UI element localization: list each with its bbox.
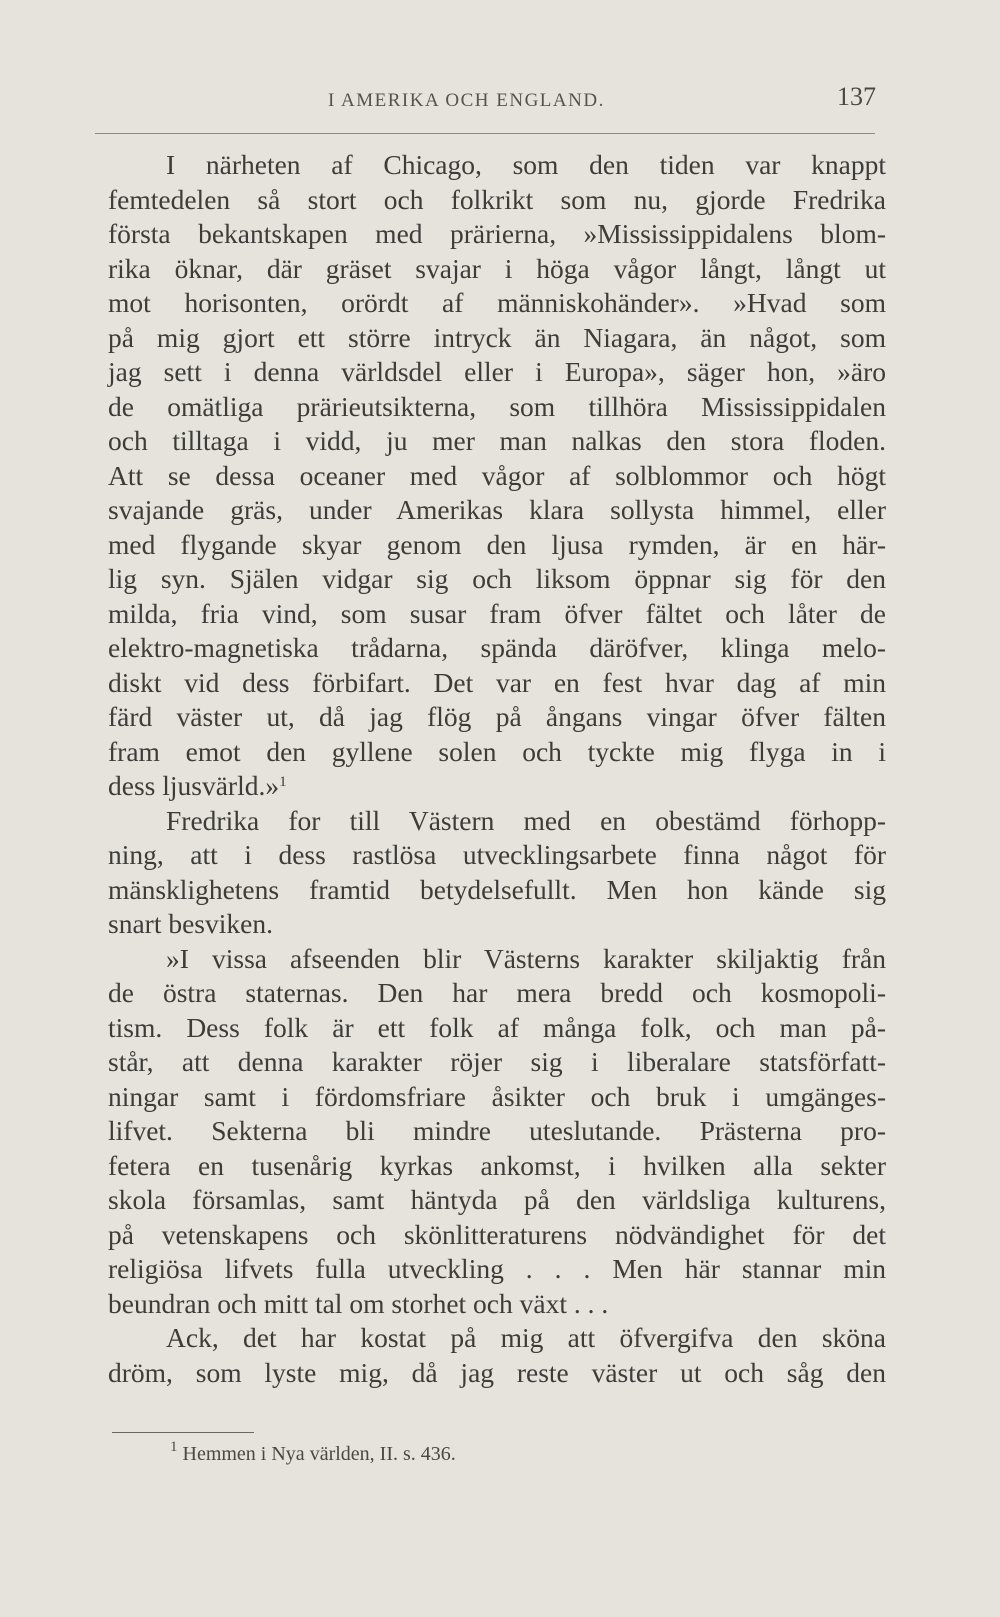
text-line: på vetenskapens och skönlitteraturens nödvändighet för det: [108, 1218, 886, 1250]
text-line: [108, 769, 886, 804]
text-line: ningar samt i fördomsfriare åsikter och bruk i umgänges-: [108, 1080, 886, 1112]
text-line: femtedelen så stort och folkrikt som nu, gjorde Fredrika: [108, 183, 886, 215]
footnote-rule: [112, 1432, 254, 1433]
text-line: diskt vid dess förbifart. Det var en fest hvar dag af min: [108, 666, 886, 698]
text-line: milda, fria vind, som susar fram öfver fältet och låter de: [108, 597, 886, 629]
text-line: rika öknar, där gräset svajar i höga vågor långt, långt ut: [108, 252, 886, 284]
footnote-reference: 1: [279, 774, 287, 790]
text-line: de omätliga prärieutsikterna, som tillhöra Mississippidalen: [108, 390, 886, 422]
text-line: Att se dessa oceaner med vågor af solblommor och högt: [108, 459, 886, 491]
page-header: [100, 80, 890, 120]
text-line: skola församlas, samt häntyda på den världsliga kulturens,: [108, 1184, 886, 1215]
text-line: första bekantskapen med prärierna, »Mississippidalens blom-: [108, 218, 886, 249]
body-text: [108, 148, 886, 1390]
text-line: dröm, som lyste mig, då jag reste väster ut och såg den: [108, 1356, 886, 1388]
text-line: fetera en tusenårig kyrkas ankomst, i hvilken alla sekter: [108, 1149, 886, 1181]
text-line-content: dess ljusvärld.»: [108, 770, 280, 801]
text-line: står, att denna karakter röjer sig i liberalare statsförfatt-: [108, 1046, 886, 1077]
text-line: jag sett i denna världsdel eller i Europa», säger hon, »äro: [108, 356, 886, 387]
text-line: tism. Dess folk är ett folk af många folk, och man på-: [108, 1011, 886, 1043]
text-line: svajande gräs, under Amerikas klara sollysta himmel, eller: [108, 494, 886, 525]
text-line: med flygande skyar genom den ljusa rymden, är en här-: [108, 528, 886, 560]
text-line: lifvet. Sekterna bli mindre uteslutande. Prästerna pro-: [108, 1115, 886, 1146]
text-line: elektro-magnetiska trådarna, spända däröfver, klinga melo-: [108, 632, 886, 663]
text-line: Fredrika for till Västern med en obestämd förhopp-: [166, 804, 886, 836]
header-rule: [95, 133, 875, 134]
text-line: religiösa lifvets fulla utveckling . . . Men här stannar min: [108, 1253, 886, 1284]
text-line: snart besviken.: [108, 908, 273, 939]
footnote-marker: 1: [170, 1439, 178, 1455]
text-line: ning, att i dess rastlösa utvecklingsarbete finna något för: [108, 839, 886, 870]
text-line: de östra staternas. Den har mera bredd och kosmopoli-: [108, 977, 886, 1008]
text-line: fram emot den gyllene solen och tyckte mig flyga in i: [108, 735, 886, 767]
text-line: lig syn. Själen vidgar sig och liksom öppnar sig för den: [108, 563, 886, 594]
text-line: och tilltaga i vidd, ju mer man nalkas den stora floden.: [108, 425, 886, 456]
text-line: på mig gjort ett större intryck än Niagara, än något, som: [108, 321, 886, 353]
page-number: 137: [837, 82, 876, 111]
text-line: I närheten af Chicago, som den tiden var knappt: [166, 149, 886, 180]
text-line: mot horisonten, orördt af människohänder». »Hvad som: [108, 287, 886, 318]
running-head: I AMERIKA OCH ENGLAND.: [328, 90, 605, 111]
text-line: färd väster ut, då jag flög på ångans vingar öfver fälten: [108, 701, 886, 732]
text-line: »I vissa afseenden blir Västerns karakter skiljaktig från: [166, 942, 886, 974]
text-line: mänsklighetens framtid betydelsefullt. Men hon kände sig: [108, 873, 886, 905]
footnote-text: Hemmen i Nya världen, II. s. 436.: [182, 1443, 456, 1465]
text-line: beundran och mitt tal om storhet och växt . . .: [108, 1287, 609, 1319]
text-line: Ack, det har kostat på mig att öfvergifva den sköna: [166, 1322, 886, 1353]
footnote: [170, 1439, 456, 1466]
